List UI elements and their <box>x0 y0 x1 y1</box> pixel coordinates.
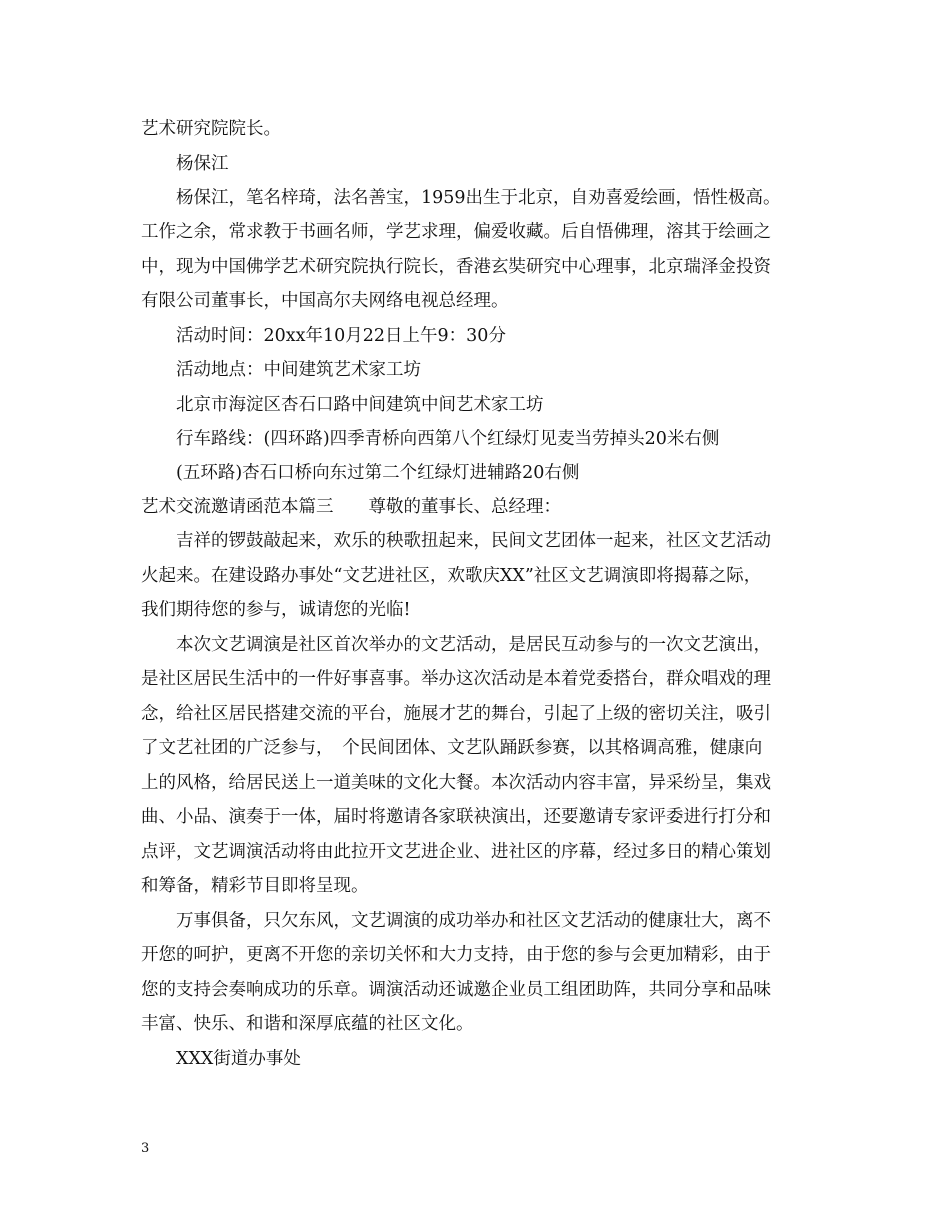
text-line: 中，现为中国佛学艺术研究院执行院长，香港玄奘研究中心理事，北京瑞泽金投资 <box>141 257 771 277</box>
text-line: 您的支持会奏响成功的乐章。调演活动还诚邀企业员工组团助阵，共同分享和品味 <box>141 980 771 1000</box>
text-line: 火起来。在建设路办事处“文艺进社区，欢歌庆XX”社区文艺调演即将揭幕之际， <box>141 566 762 586</box>
text-line: 和筹备，精彩节目即将呈现。 <box>141 876 369 896</box>
text-line: 吉祥的锣鼓敲起来，欢乐的秧歌扭起来，民间文艺团体一起来，社区文艺活动 <box>176 531 771 551</box>
text-line: 点评，文艺调演活动将由此拉开文艺进企业、进社区的序幕，经过多日的精心策划 <box>141 842 771 862</box>
page-number: 3 <box>141 1141 150 1156</box>
text-line: 活动地点：中间建筑艺术家工坊 <box>176 360 421 380</box>
text-line: 杨保江 <box>176 154 229 174</box>
text-line: 上的风格，给居民送上一道美味的文化大餐。本次活动内容丰富，异采纷呈，集戏 <box>141 773 771 793</box>
text-line: 了文艺社团的广泛参与， 个民间团体、文艺队踊跃参赛，以其格调高雅，健康向 <box>141 738 763 758</box>
text-line: 行车路线：(四环路)四季青桥向西第八个红绿灯见麦当劳掉头20米右侧 <box>176 429 720 449</box>
text-line: 念，给社区居民搭建交流的平台，施展才艺的舞台，引起了上级的密切关注，吸引 <box>141 704 771 724</box>
text-line: 我们期待您的参与，诚请您的光临! <box>141 600 411 620</box>
text-line: 工作之余，常求教于书画名师，学艺求理，偏爱收藏。后自悟佛理，溶其于绘画之 <box>141 222 771 242</box>
text-line: XXX街道办事处 <box>176 1049 301 1069</box>
text-line: 杨保江，笔名梓琦，法名善宝，1959出生于北京，自劝喜爱绘画，悟性极高。 <box>176 188 781 208</box>
text-line: 本次文艺调演是社区首次举办的文艺活动，是居民互动参与的一次文艺演出， <box>176 635 771 655</box>
text-line: 万事俱备，只欠东风，文艺调演的成功举办和社区文艺活动的健康壮大，离不 <box>176 911 771 931</box>
text-line: 活动时间：20xx年10月22日上午9：30分 <box>176 326 506 346</box>
text-line: 北京市海淀区杏石口路中间建筑中间艺术家工坊 <box>176 395 544 415</box>
text-line: 开您的呵护，更离不开您的亲切关怀和大力支持，由于您的参与会更加精彩，由于 <box>141 945 771 965</box>
text-line: (五环路)杏石口桥向东过第二个红绿灯进辅路20右侧 <box>176 463 580 483</box>
text-line: 是社区居民生活中的一件好事喜事。举办这次活动是本着党委搭台，群众唱戏的理 <box>141 669 771 689</box>
text-line: 艺术研究院院长。 <box>141 119 281 139</box>
text-line: 有限公司董事长，中国高尔夫网络电视总经理。 <box>141 291 509 311</box>
text-line: 丰富、快乐、和谐和深厚底蕴的社区文化。 <box>141 1014 474 1034</box>
text-line: 艺术交流邀请函范本篇三 尊敬的董事长、总经理： <box>141 497 561 517</box>
text-line: 曲、小品、演奏于一体，届时将邀请各家联袂演出，还要邀请专家评委进行打分和 <box>141 807 771 827</box>
